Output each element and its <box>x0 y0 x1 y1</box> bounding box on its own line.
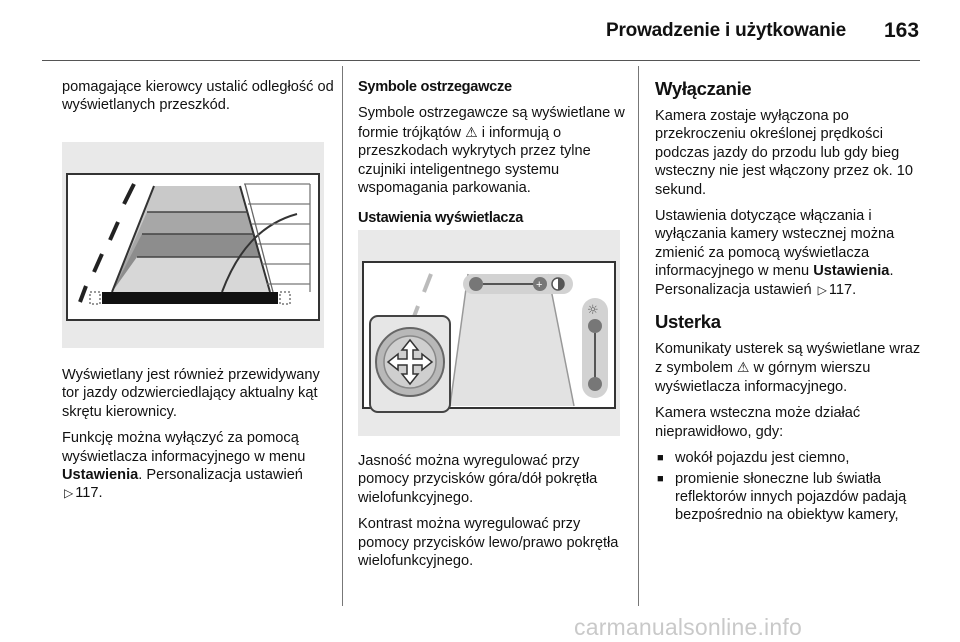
paragraph: Symbole ostrzegawcze są wyświetlane w formie trójkątów ⚠ i informują o przeszkodach wykrytych przez tylne czujniki inteligentnego systemu wspomagania parkowania. <box>358 105 625 197</box>
column-3 <box>655 78 927 527</box>
header-title: Prowadzenie i użytkowanie <box>606 20 846 41</box>
page-reference: 117. <box>828 281 857 298</box>
column-1 <box>62 78 334 123</box>
bullet-list <box>655 449 927 525</box>
paragraph: Kamera wsteczna może działać nieprawidłowo, gdy: <box>655 405 861 440</box>
section-heading: Symbole ostrzegawcze <box>358 79 512 95</box>
paragraph: Ustawienia dotyczące włączania i wyłączania kamery wstecznej można zmienić za pomocą wyświetlacza informacyjnego w menu Ustawienia. Personalizacja ustawień ▷ 117. <box>655 208 895 298</box>
menu-term: Ustawienia <box>813 263 890 280</box>
page-reference-arrow-icon: ▷ <box>64 486 74 501</box>
paragraph: Jasność można wyregulować przy pomocy przycisków góra/dół pokrętła wielofunkcyjnego. <box>358 453 598 506</box>
paragraph: Wyświetlany jest również przewidywany tor jazdy odzwierciedlający aktualny kąt skrętu kierownicy. <box>62 367 320 420</box>
paragraph: Funkcję można wyłączyć za pomocą wyświetlacza informacyjnego w menu Ustawienia. Personalizacja ustawień ▷ 117. <box>62 430 306 502</box>
page-number: 163 <box>884 19 920 42</box>
column-divider-2 <box>638 66 639 606</box>
paragraph: Kamera zostaje wyłączona po przekroczeniu określonej prędkości podczas jazdy do przodu lub gdy bieg wsteczny nie jest włączony przez ok. 10 sekund. <box>655 108 913 198</box>
rear-camera-guideline-illustration <box>62 142 324 348</box>
paragraph: pomagające kierowcy ustalić odległość od wyświetlanych przeszkód. <box>62 79 334 114</box>
section-heading: Wyłączanie <box>655 78 752 99</box>
watermark: carmanualsonline.info <box>574 614 802 640</box>
column-2-lower <box>358 452 634 578</box>
svg-text:☼: ☼ <box>587 303 599 318</box>
list-item: ■ promienie słoneczne lub światła reflektorów innych pojazdów padają bezpośrednio na obiektyw kamery, <box>655 470 927 525</box>
column-2 <box>358 78 634 236</box>
page-reference: 117. <box>75 485 103 502</box>
column-divider-1 <box>342 66 343 606</box>
warning-triangle-icon: ⚠ <box>736 359 750 376</box>
warning-triangle-icon: ⚠ <box>465 123 478 140</box>
page-reference-arrow-icon: ▷ <box>817 282 827 297</box>
section-heading: Ustawienia wyświetlacza <box>358 210 524 227</box>
column-1-lower <box>62 366 334 511</box>
section-heading: Usterka <box>655 311 721 333</box>
paragraph: Komunikaty usterek są wyświetlane wraz z symbolem ⚠ w górnym wierszu wyświetlacza informacyjnego. <box>655 341 921 395</box>
paragraph: Kontrast można wyregulować przy pomocy przycisków lewo/prawo pokrętła wielofunkcyjnego. <box>358 516 619 570</box>
list-item: ■ wokół pojazdu jest ciemno, <box>655 449 927 467</box>
svg-text:+: + <box>536 279 543 291</box>
menu-term: Ustawienia <box>62 467 139 484</box>
header-divider <box>42 60 920 61</box>
display-settings-illustration <box>358 230 620 436</box>
